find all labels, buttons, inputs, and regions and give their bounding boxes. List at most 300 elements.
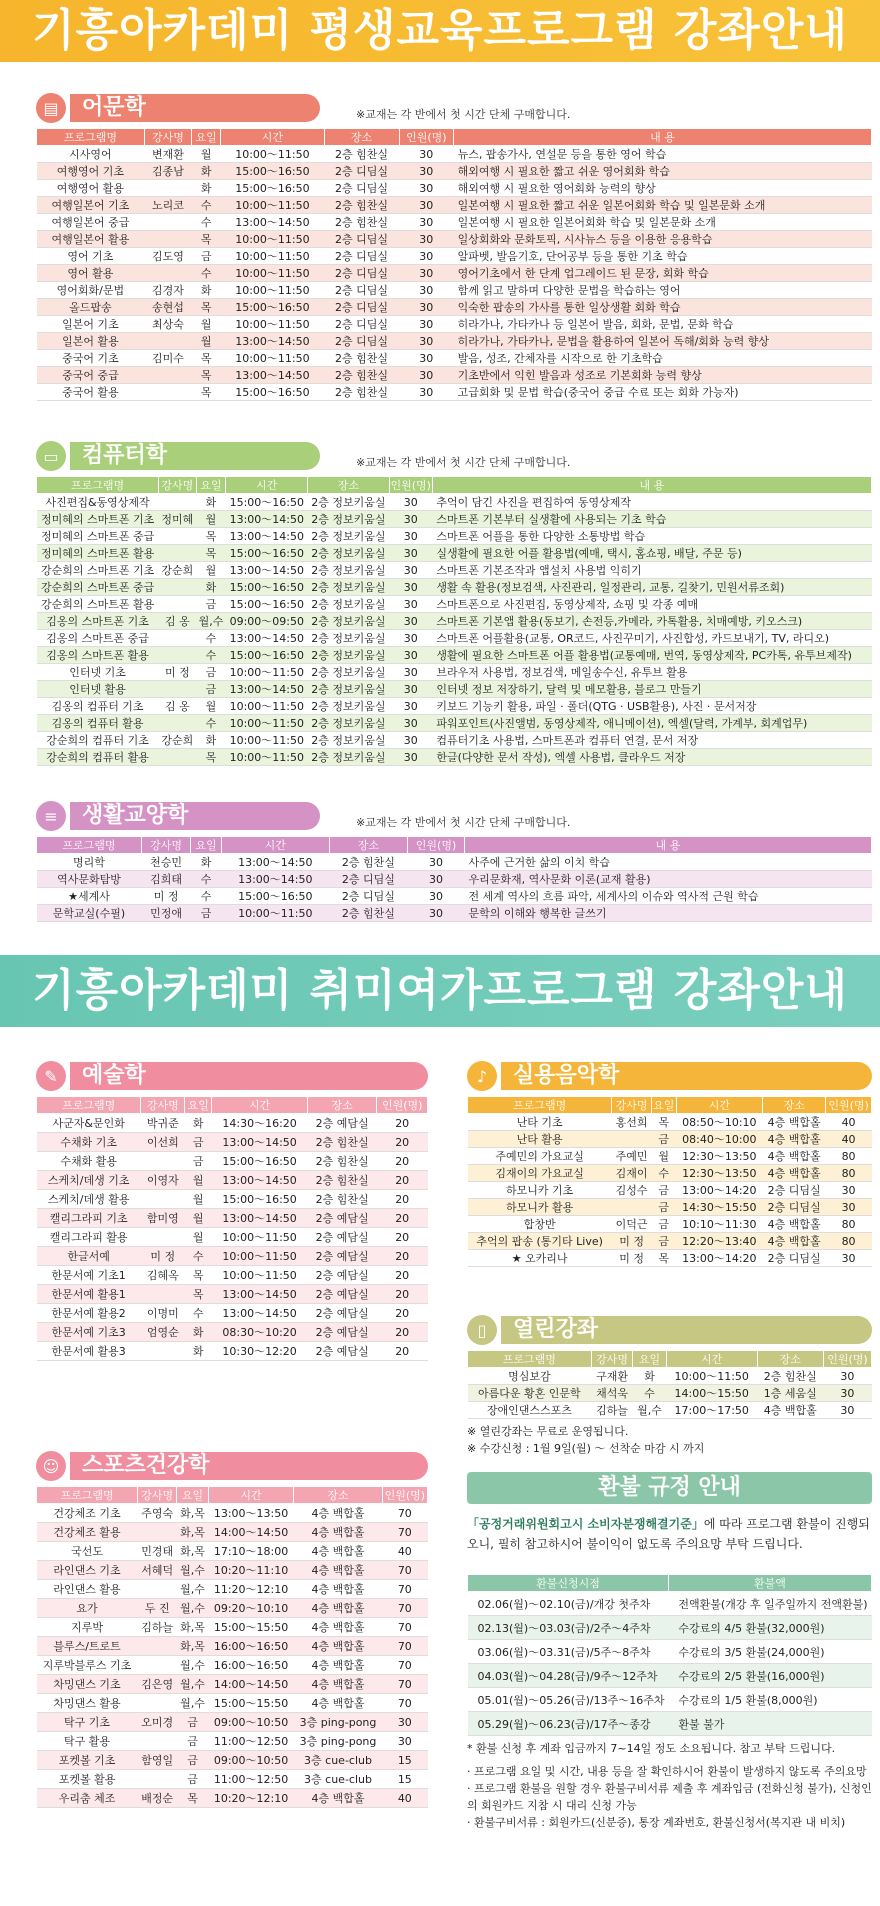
table-cell: 30 bbox=[826, 1199, 872, 1216]
table-cell: 고급회화 및 문법 학습(중국어 중급 수료 또는 회화 가능자) bbox=[454, 384, 872, 401]
table-cell: 건강체조 기초 bbox=[37, 1504, 138, 1523]
table-cell: 13:00～14:50 bbox=[212, 1304, 308, 1323]
table-cell: 수 bbox=[633, 1385, 666, 1402]
table-cell: 엄영순 bbox=[141, 1323, 185, 1342]
table-cell bbox=[612, 1131, 652, 1148]
table-row bbox=[37, 1561, 428, 1580]
table-cell: 4층 백합홀 bbox=[294, 1542, 382, 1561]
table-cell: 20 bbox=[377, 1133, 428, 1152]
table-cell: 3층 ping-pong bbox=[294, 1732, 382, 1751]
column-header: 프로그램명 bbox=[37, 837, 142, 854]
column-header: 요일 bbox=[196, 477, 226, 494]
open-table bbox=[467, 1350, 872, 1419]
table-cell: 4층 백합홀 bbox=[294, 1561, 382, 1580]
table-row bbox=[37, 1266, 428, 1285]
table-cell: 차밍댄스 기초 bbox=[37, 1675, 138, 1694]
table-cell: 목 bbox=[185, 1285, 212, 1304]
table-cell: 2층 정보키움실 bbox=[308, 596, 390, 613]
table-cell: 실생활에 필요한 어플 활용법(예매, 택시, 홈쇼핑, 배달, 주문 등) bbox=[432, 545, 871, 562]
table-cell: 금 bbox=[177, 1732, 208, 1751]
table-row bbox=[37, 146, 872, 163]
table-cell: 11:00～12:50 bbox=[208, 1770, 294, 1789]
table-cell: 30 bbox=[389, 664, 432, 681]
table-cell: 화 bbox=[192, 180, 221, 197]
table-cell: 30 bbox=[399, 350, 454, 367]
table-cell: 함께 읽고 말하며 다양한 문법을 학습하는 영어 bbox=[454, 282, 872, 299]
table-cell bbox=[159, 715, 196, 732]
table-cell: 70 bbox=[382, 1504, 427, 1523]
table-cell: 30 bbox=[399, 367, 454, 384]
table-row bbox=[37, 511, 872, 528]
table-cell: 미 정 bbox=[141, 888, 190, 905]
refund-table bbox=[467, 1574, 872, 1736]
table-cell: 15:00～16:50 bbox=[221, 384, 324, 401]
table-cell: 30 bbox=[389, 562, 432, 579]
table-cell: 11:00～12:50 bbox=[208, 1732, 294, 1751]
table-cell: 14:00～14:50 bbox=[208, 1523, 294, 1542]
table-row bbox=[37, 562, 872, 579]
table-cell: 수 bbox=[196, 647, 226, 664]
table-cell: 2층 정보키움실 bbox=[308, 698, 390, 715]
table-cell: 화 bbox=[185, 1342, 212, 1361]
table-cell: 화,목 bbox=[177, 1618, 208, 1637]
table-cell: 노리코 bbox=[144, 197, 191, 214]
table-cell: 화,목 bbox=[177, 1542, 208, 1561]
table-cell: 2층 디딤실 bbox=[763, 1199, 826, 1216]
table-cell: 20 bbox=[377, 1209, 428, 1228]
table-cell: 정미혜의 스마트폰 기초 bbox=[37, 511, 159, 528]
table-cell: 김도영 bbox=[144, 248, 191, 265]
table-cell: 09:00～10:50 bbox=[208, 1751, 294, 1770]
table-cell: 라인댄스 활용 bbox=[37, 1580, 138, 1599]
refund-note: · 환불구비서류 : 회원카드(신분증), 통장 계좌번호, 환불신청서(복지관 내 비치) bbox=[467, 1816, 846, 1829]
table-cell: 포켓볼 활용 bbox=[37, 1770, 138, 1789]
table-cell: 30 bbox=[389, 528, 432, 545]
table-cell: 차밍댄스 활용 bbox=[37, 1694, 138, 1713]
table-row bbox=[37, 163, 872, 180]
table-cell: 정미혜의 스마트폰 중급 bbox=[37, 528, 159, 545]
table-cell: 수 bbox=[185, 1304, 212, 1323]
table-cell: 2층 힘찬실 bbox=[324, 384, 399, 401]
table-cell: 30 bbox=[399, 163, 454, 180]
table-cell: 히라가나, 가타카나, 문법을 활용하여 일본어 독해/회화 능력 향상 bbox=[454, 333, 872, 350]
table-cell: 월 bbox=[196, 562, 226, 579]
table-row bbox=[37, 698, 872, 715]
table-cell: 4층 백합홀 bbox=[294, 1523, 382, 1542]
section-music bbox=[467, 1060, 872, 1267]
table-cell: 탁구 기초 bbox=[37, 1713, 138, 1732]
column-header: 장소 bbox=[294, 1487, 382, 1504]
column-header: 요일 bbox=[185, 1097, 212, 1114]
table-cell: 수강료의 3/5 환불(24,000원) bbox=[668, 1640, 871, 1664]
computer-table bbox=[36, 476, 872, 766]
table-cell: 김옹의 스마트폰 기초 bbox=[37, 613, 159, 630]
table-cell: 김혜옥 bbox=[141, 1266, 185, 1285]
table-cell: 1층 세움실 bbox=[757, 1385, 823, 1402]
table-cell: 15 bbox=[382, 1751, 427, 1770]
table-cell: 김 옹 bbox=[159, 698, 196, 715]
table-cell: 수강료의 2/5 환불(16,000원) bbox=[668, 1664, 871, 1688]
table-cell: 30 bbox=[408, 888, 465, 905]
table-cell bbox=[159, 681, 196, 698]
table-row bbox=[37, 367, 872, 384]
open-note-signup: ※ 수강신청 : 1월 9일(월) ～ 선착순 마감 시 까지 bbox=[467, 1442, 705, 1455]
art-table bbox=[36, 1096, 428, 1361]
table-cell: 10:00～11:50 bbox=[212, 1266, 308, 1285]
table-cell: 09:00～10:50 bbox=[208, 1713, 294, 1732]
table-cell: 금 bbox=[191, 905, 222, 922]
table-cell: 2층 디딤실 bbox=[329, 871, 407, 888]
open-book-icon: ▯ bbox=[467, 1315, 497, 1345]
table-cell: 2층 디딤실 bbox=[324, 180, 399, 197]
table-cell: 박귀준 bbox=[141, 1114, 185, 1133]
table-cell: 브라우저 사용법, 정보검색, 메일송수신, 유투브 활용 bbox=[432, 664, 871, 681]
table-cell: 17:00～17:50 bbox=[666, 1402, 757, 1419]
table-cell: 구재환 bbox=[591, 1368, 633, 1385]
table-cell: 화,목 bbox=[177, 1523, 208, 1542]
table-cell: 화 bbox=[633, 1368, 666, 1385]
table-row bbox=[468, 1165, 872, 1182]
table-cell: 목 bbox=[651, 1114, 676, 1131]
book-icon: ▤ bbox=[36, 93, 66, 123]
table-cell: 금 bbox=[177, 1751, 208, 1770]
table-cell: 하모니카 기초 bbox=[468, 1182, 612, 1199]
section-title: 예술학 bbox=[70, 1062, 428, 1090]
table-cell: 2층 예담실 bbox=[307, 1285, 377, 1304]
refund-intro-rest: 에 따라 프로그램 환불이 진행되오니, 필히 참고하시어 불이익이 없도록 주의요망 부탁 드립니다. bbox=[467, 1517, 870, 1551]
table-row bbox=[37, 197, 872, 214]
table-cell: 함영일 bbox=[138, 1751, 177, 1770]
table-cell: 일본여행 시 필요한 일본어회화 학습 및 일본문화 소개 bbox=[454, 214, 872, 231]
table-cell: 배정순 bbox=[138, 1789, 177, 1808]
table-cell: 스마트폰으로 사진편집, 동영상제작, 쇼핑 및 각종 예매 bbox=[432, 596, 871, 613]
table-cell: 익숙한 팝송의 가사를 통한 일상생활 회화 학습 bbox=[454, 299, 872, 316]
table-cell: 금 bbox=[196, 681, 226, 698]
table-cell: 인터넷 기초 bbox=[37, 664, 159, 681]
column-header: 환불액 bbox=[668, 1575, 871, 1592]
table-cell bbox=[159, 749, 196, 766]
table-cell: 20 bbox=[377, 1247, 428, 1266]
table-cell: 장애인댄스스포츠 bbox=[468, 1402, 592, 1419]
table-cell: 4층 백합홀 bbox=[763, 1148, 826, 1165]
table-cell: 한글(다양한 문서 작성), 엑셀 사용법, 클라우드 저장 bbox=[432, 749, 871, 766]
table-row bbox=[468, 1640, 872, 1664]
table-cell: 4층 백합홀 bbox=[294, 1789, 382, 1808]
table-cell: 화 bbox=[191, 854, 222, 871]
table-cell: 수채화 기초 bbox=[37, 1133, 141, 1152]
table-cell: 2층 정보키움실 bbox=[308, 613, 390, 630]
table-cell: 4층 백합홀 bbox=[763, 1114, 826, 1131]
table-cell: 여행일본어 중급 bbox=[37, 214, 145, 231]
column-header: 요일 bbox=[633, 1351, 666, 1368]
table-row bbox=[37, 1209, 428, 1228]
table-cell: 20 bbox=[377, 1114, 428, 1133]
table-cell: 하모니카 활용 bbox=[468, 1199, 612, 1216]
column-header: 요일 bbox=[651, 1097, 676, 1114]
refund-intro bbox=[467, 1514, 872, 1554]
table-cell: 채석욱 bbox=[591, 1385, 633, 1402]
table-cell: 김하늘 bbox=[138, 1618, 177, 1637]
column-header: 인원(명) bbox=[399, 129, 454, 146]
table-cell: 2층 예담실 bbox=[307, 1266, 377, 1285]
table-row bbox=[468, 1712, 872, 1736]
table-cell: 10:00～11:50 bbox=[212, 1228, 308, 1247]
table-cell: 금 bbox=[196, 664, 226, 681]
table-cell: 건강체조 활용 bbox=[37, 1523, 138, 1542]
table-cell: 합창반 bbox=[468, 1216, 612, 1233]
table-cell: 3층 ping-pong bbox=[294, 1713, 382, 1732]
table-cell: 목 bbox=[196, 528, 226, 545]
table-row bbox=[468, 1216, 872, 1233]
table-cell: 중국어 기초 bbox=[37, 350, 145, 367]
table-cell: 강순희의 스마트폰 기초 bbox=[37, 562, 159, 579]
table-cell: 20 bbox=[377, 1266, 428, 1285]
table-row bbox=[37, 1247, 428, 1266]
table-cell: 전 세계 역사의 흐름 파악, 세계사의 이슈와 역사적 근원 학습 bbox=[465, 888, 872, 905]
table-cell: 09:20～10:10 bbox=[208, 1599, 294, 1618]
table-row bbox=[37, 1599, 428, 1618]
refund-note: · 프로그램 요일 및 시간, 내용 등을 잘 확인하시어 환불이 발생하지 않도록 주의요망 bbox=[467, 1765, 867, 1778]
table-cell: 40 bbox=[382, 1542, 427, 1561]
table-cell: 20 bbox=[377, 1152, 428, 1171]
table-row bbox=[37, 905, 872, 922]
table-cell: 2층 정보키움실 bbox=[308, 681, 390, 698]
table-cell: 금 bbox=[196, 596, 226, 613]
column-header: 인원(명) bbox=[389, 477, 432, 494]
table-row bbox=[468, 1368, 872, 1385]
table-cell: 전액환불(개강 후 일주일까지 전액환불) bbox=[668, 1592, 871, 1616]
table-cell: 강순희 bbox=[159, 562, 196, 579]
table-row bbox=[37, 1542, 428, 1561]
column-header: 강사명 bbox=[138, 1487, 177, 1504]
table-cell: 이영자 bbox=[141, 1171, 185, 1190]
table-row bbox=[468, 1199, 872, 1216]
table-cell bbox=[144, 367, 191, 384]
computer-icon: ▭ bbox=[36, 441, 66, 471]
table-cell: 30 bbox=[399, 282, 454, 299]
books-icon: ≡ bbox=[36, 801, 66, 831]
table-row bbox=[37, 579, 872, 596]
table-cell: 08:30～10:20 bbox=[212, 1323, 308, 1342]
table-row bbox=[37, 231, 872, 248]
column-header: 프로그램명 bbox=[37, 1097, 141, 1114]
table-cell: 2층 힘찬실 bbox=[329, 854, 407, 871]
table-cell: 여행일본어 활용 bbox=[37, 231, 145, 248]
music-table bbox=[467, 1096, 872, 1267]
table-cell: 30 bbox=[389, 596, 432, 613]
table-cell: 10:00～11:50 bbox=[226, 749, 308, 766]
table-cell: 지루박블루스 기초 bbox=[37, 1656, 138, 1675]
table-cell: 수강료의 1/5 환불(8,000원) bbox=[668, 1688, 871, 1712]
table-cell: 30 bbox=[399, 214, 454, 231]
refund-table-wrap bbox=[467, 1570, 872, 1736]
table-cell: 월 bbox=[185, 1228, 212, 1247]
table-cell: 금 bbox=[177, 1713, 208, 1732]
table-cell: 한문서예 활용1 bbox=[37, 1285, 141, 1304]
table-cell: 30 bbox=[389, 511, 432, 528]
column-header: 강사명 bbox=[144, 129, 191, 146]
table-row bbox=[468, 1131, 872, 1148]
table-cell: 기초반에서 익힌 발음과 성조로 기본회화 능력 향상 bbox=[454, 367, 872, 384]
table-cell bbox=[144, 384, 191, 401]
table-cell: 사주에 근거한 삶의 이치 학습 bbox=[465, 854, 872, 871]
textbook-note: ※교재는 각 반에서 첫 시간 단체 구매합니다. bbox=[356, 816, 571, 829]
table-cell bbox=[144, 180, 191, 197]
table-cell: 10:00～11:50 bbox=[226, 664, 308, 681]
table-cell: 70 bbox=[382, 1637, 427, 1656]
table-cell: 화 bbox=[196, 579, 226, 596]
table-cell: 13:00～14:50 bbox=[212, 1285, 308, 1304]
table-row bbox=[468, 1688, 872, 1712]
table-cell: 화 bbox=[185, 1323, 212, 1342]
table-cell: 두 진 bbox=[138, 1599, 177, 1618]
table-cell: 2층 예담실 bbox=[307, 1342, 377, 1361]
table-cell: 오미경 bbox=[138, 1713, 177, 1732]
table-cell bbox=[159, 528, 196, 545]
table-cell: 30 bbox=[399, 299, 454, 316]
table-cell: 4층 백합홀 bbox=[763, 1131, 826, 1148]
table-cell: 캘리그라피 기초 bbox=[37, 1209, 141, 1228]
table-cell: 월 bbox=[192, 316, 221, 333]
table-cell: 수 bbox=[192, 197, 221, 214]
table-cell: 추억이 담긴 사진을 편집하여 동영상제작 bbox=[432, 494, 871, 511]
table-row bbox=[37, 384, 872, 401]
column-header: 프로그램명 bbox=[468, 1351, 592, 1368]
table-cell: 80 bbox=[826, 1165, 872, 1182]
table-cell: 금 bbox=[185, 1152, 212, 1171]
table-cell: 13:00～14:50 bbox=[226, 562, 308, 579]
section-title: 컴퓨터학 bbox=[70, 442, 320, 470]
table-cell: 여행영어 기초 bbox=[37, 163, 145, 180]
table-cell: 70 bbox=[382, 1523, 427, 1542]
table-cell: 화 bbox=[185, 1114, 212, 1133]
table-row bbox=[37, 1323, 428, 1342]
column-header: 환불신청시점 bbox=[468, 1575, 669, 1592]
table-cell: 30 bbox=[399, 265, 454, 282]
table-cell: 월 bbox=[196, 511, 226, 528]
table-cell: 화 bbox=[192, 163, 221, 180]
table-cell: 월 bbox=[651, 1148, 676, 1165]
table-cell: 70 bbox=[382, 1618, 427, 1637]
table-cell: 70 bbox=[382, 1675, 427, 1694]
table-cell: 2층 정보키움실 bbox=[308, 528, 390, 545]
table-cell: 12:30～13:50 bbox=[676, 1165, 763, 1182]
table-cell: 15:00～16:50 bbox=[221, 180, 324, 197]
column-header: 시간 bbox=[208, 1487, 294, 1504]
table-cell: 강순희의 컴퓨터 기초 bbox=[37, 732, 159, 749]
table-row bbox=[37, 545, 872, 562]
table-row bbox=[37, 494, 872, 511]
table-cell: 30 bbox=[823, 1368, 871, 1385]
table-cell: 2층 힘찬실 bbox=[329, 905, 407, 922]
table-cell: 김옹의 스마트폰 활용 bbox=[37, 647, 159, 664]
table-cell: 16:00～16:50 bbox=[208, 1637, 294, 1656]
table-row bbox=[37, 1304, 428, 1323]
table-cell: 10:20～12:10 bbox=[208, 1789, 294, 1808]
table-cell: 해외여행 시 필요한 짧고 쉬운 영어회화 학습 bbox=[454, 163, 872, 180]
section-open bbox=[467, 1314, 872, 1457]
table-cell: 지루박 bbox=[37, 1618, 138, 1637]
banner-lifelong: 기흥아카데미 평생교육프로그램 강좌안내 bbox=[0, 0, 880, 62]
table-cell: 서혜덕 bbox=[138, 1561, 177, 1580]
section-computer bbox=[36, 440, 872, 766]
table-cell: 80 bbox=[826, 1233, 872, 1250]
table-cell: 주영숙 bbox=[138, 1504, 177, 1523]
table-cell: 08:50～10:10 bbox=[676, 1114, 763, 1131]
table-cell: 2층 예담실 bbox=[307, 1323, 377, 1342]
table-cell: 2층 디딤실 bbox=[324, 282, 399, 299]
table-cell: 홍선희 bbox=[612, 1114, 652, 1131]
table-cell: 2층 디딤실 bbox=[329, 888, 407, 905]
column-header: 인원(명) bbox=[826, 1097, 872, 1114]
table-cell: 우리춤 체조 bbox=[37, 1789, 138, 1808]
table-cell: 변재환 bbox=[144, 146, 191, 163]
column-header: 강사명 bbox=[141, 1097, 185, 1114]
table-cell: 30 bbox=[389, 732, 432, 749]
table-cell: 13:00～14:50 bbox=[226, 511, 308, 528]
table-row bbox=[37, 1114, 428, 1133]
table-row bbox=[37, 248, 872, 265]
table-cell: 영어회화/문법 bbox=[37, 282, 145, 299]
table-cell: 30 bbox=[399, 384, 454, 401]
table-cell: 2층 디딤실 bbox=[324, 316, 399, 333]
table-cell: 14:00～14:50 bbox=[208, 1675, 294, 1694]
table-row bbox=[37, 749, 872, 766]
table-cell bbox=[141, 1285, 185, 1304]
table-cell: 13:00～14:50 bbox=[221, 333, 324, 350]
table-cell: 목 bbox=[192, 384, 221, 401]
table-cell bbox=[138, 1580, 177, 1599]
table-cell: 추억의 팝송 (통기타 Live) bbox=[468, 1233, 612, 1250]
table-cell: 4층 백합홀 bbox=[757, 1402, 823, 1419]
table-cell: 70 bbox=[382, 1580, 427, 1599]
table-cell: 30 bbox=[389, 681, 432, 698]
table-cell: 4층 백합홀 bbox=[763, 1165, 826, 1182]
table-cell: 미 정 bbox=[141, 1247, 185, 1266]
table-cell: 스케치/데생 기초 bbox=[37, 1171, 141, 1190]
table-row bbox=[468, 1148, 872, 1165]
table-cell: 블루스/트로트 bbox=[37, 1637, 138, 1656]
table-row bbox=[37, 1656, 428, 1675]
table-cell: 30 bbox=[823, 1385, 871, 1402]
table-row bbox=[37, 528, 872, 545]
column-header: 장소 bbox=[329, 837, 407, 854]
section-title: 어문학 bbox=[70, 94, 320, 122]
table-cell: 문학교실(수필) bbox=[37, 905, 142, 922]
table-cell: 김 옹 bbox=[159, 613, 196, 630]
column-header: 강사명 bbox=[591, 1351, 633, 1368]
table-cell: 목 bbox=[192, 231, 221, 248]
table-cell bbox=[144, 265, 191, 282]
table-row bbox=[37, 1133, 428, 1152]
table-cell: 금 bbox=[185, 1133, 212, 1152]
table-cell: 월 bbox=[196, 698, 226, 715]
table-row bbox=[37, 282, 872, 299]
column-header: 프로그램명 bbox=[468, 1097, 612, 1114]
table-cell: 김희태 bbox=[141, 871, 190, 888]
table-cell: 일본어 활용 bbox=[37, 333, 145, 350]
column-header: 강사명 bbox=[612, 1097, 652, 1114]
table-cell: 20 bbox=[377, 1304, 428, 1323]
table-row bbox=[37, 1637, 428, 1656]
column-header: 시간 bbox=[221, 837, 329, 854]
table-cell: 30 bbox=[389, 647, 432, 664]
table-cell: 20 bbox=[377, 1285, 428, 1304]
table-row bbox=[37, 1342, 428, 1361]
table-cell: 주예민의 가요교실 bbox=[468, 1148, 612, 1165]
table-cell: 2층 정보키움실 bbox=[308, 749, 390, 766]
table-cell: 15 bbox=[382, 1770, 427, 1789]
